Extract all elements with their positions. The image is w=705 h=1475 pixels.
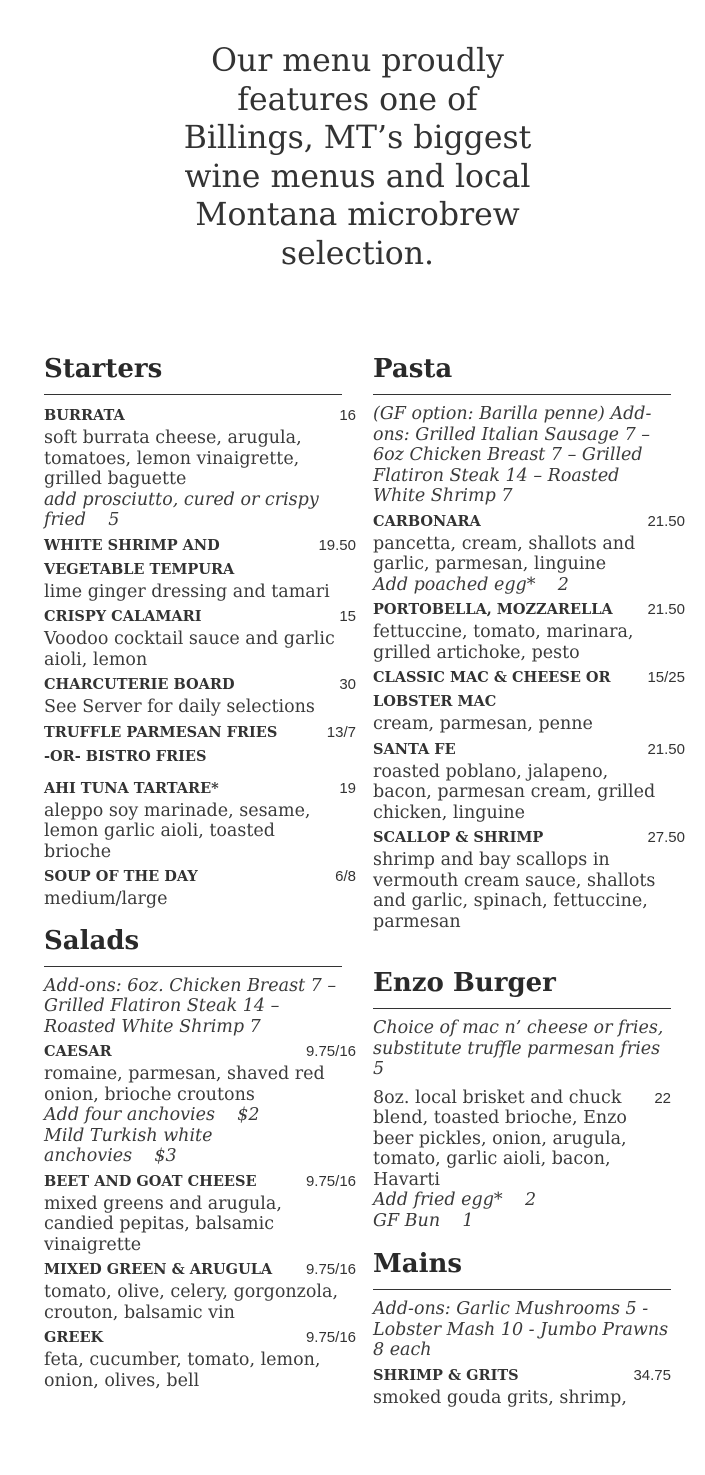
menu-item-caesar [44, 1040, 356, 1167]
item-addon: Add four anchovies $2 [44, 1105, 260, 1125]
item-name: WHITE SHRIMP AND VEGETABLE TEMPURA [44, 536, 235, 578]
item-description: See Server for daily selections [44, 697, 315, 717]
item-description: 8oz. local brisket and chuck blend, toasted brioche, Enzo beer pickles, onion, arugula, tomato, garlic aioli, bacon, Havarti [373, 1087, 627, 1190]
item-name: GREEK [44, 1329, 104, 1346]
pasta-title: Pasta [373, 352, 671, 395]
item-price: 34.75 [633, 1366, 671, 1384]
item-description: aleppo soy marinade, sesame, lemon garlic aioli, toasted brioche [44, 800, 311, 862]
item-price: 19.50 [318, 536, 356, 554]
item-description: feta, cucumber, tomato, lemon, onion, olives, bell [44, 1350, 321, 1391]
item-description: smoked gouda grits, shrimp, [373, 1387, 627, 1408]
item-name: BEET AND GOAT CHEESE [44, 1172, 257, 1190]
item-price: 22 [654, 1089, 671, 1107]
salads-section [44, 924, 356, 1392]
item-price: 9.75/16 [305, 1172, 356, 1190]
item-name: AHI TUNA TARTARE* [44, 779, 219, 797]
item-name: PORTOBELLA, MOZZARELLA [373, 601, 613, 618]
item-description: shrimp and bay scallops in vermouth cream sauce, shallots and garlic, spinach, fettuccine, parmesan [373, 850, 656, 932]
item-name: CRISPY CALAMARI [44, 608, 202, 625]
menu-item-tempura [44, 534, 356, 603]
menu-item-fries [44, 721, 356, 769]
menu-item-greek [44, 1326, 356, 1391]
item-price: 21.50 [647, 601, 685, 618]
item-description: romaine, parmesan, shaved red onion, brioche croutons [44, 1064, 325, 1105]
item-price: 15 [339, 608, 356, 625]
item-price: 15/25 [647, 669, 685, 686]
menu-item-burrata [44, 404, 356, 531]
menu-item-shrimp-grits [373, 1364, 671, 1409]
menu-item-carbonara [373, 510, 685, 596]
menu-item-charcuterie [44, 673, 356, 718]
item-description: lime ginger dressing and tamari [44, 581, 330, 602]
item-description: mixed greens and arugula, candied pepitas, balsamic vinaigrette [44, 1193, 282, 1255]
burger-item [373, 1088, 671, 1232]
item-addon: GF Bun 1 [373, 1210, 474, 1231]
item-price: 19 [339, 779, 356, 797]
item-description: pancetta, cream, shallots and garlic, parmesan, linguine [373, 533, 636, 574]
menu-item-soup [44, 865, 356, 910]
item-addon: add prosciutto, cured or crispy fried 5 [44, 489, 319, 530]
item-description: tomato, olive, celery, gorgonzola, crouton, balsamic vin [44, 1282, 339, 1323]
item-price: 27.50 [647, 829, 685, 846]
menu-item-tuna-tartare [44, 777, 356, 863]
salads-addons-note: Add-ons: 6oz. Chicken Breast 7 – Grilled Flatiron Steak 14 – Roasted White Shrimp 7 [44, 975, 337, 1037]
mains-section [373, 1247, 671, 1408]
item-price: 30 [339, 676, 356, 693]
menu-item-mac-cheese [373, 666, 685, 735]
pasta-addons-note: (GF option: Barilla penne) Add-ons: Grilled Italian Sausage 7 – 6oz Chicken Breast 7 – Grilled Flatiron Steak 14 – Roasted White Shrimp 7 [373, 404, 652, 506]
mains-addons-note: Add-ons: Garlic Mushrooms 5 - Lobster Mash 10 - Jumbo Prawns 8 each [373, 1299, 669, 1360]
item-description: soft burrata cheese, arugula, tomatoes, lemon vinaigrette, grilled baguette [44, 428, 302, 489]
menu-item-mixed-green [44, 1258, 356, 1323]
starters-title: Starters [44, 352, 342, 395]
menu-item-calamari [44, 605, 356, 670]
right-column [373, 352, 685, 1411]
menu-item-scallop-shrimp [373, 826, 685, 932]
item-description: cream, parmesan, penne [373, 714, 593, 734]
pasta-section [373, 352, 685, 932]
left-column [44, 352, 356, 1394]
item-description: fettuccine, tomato, marinara, grilled artichoke, pesto [373, 622, 634, 663]
burger-title: Enzo Burger [373, 966, 671, 1009]
item-addon: Mild Turkish white anchovies $3 [44, 1125, 213, 1166]
item-name: SCALLOP & SHRIMP [373, 829, 544, 846]
item-description: Voodoo cocktail sauce and garlic aioli, lemon [44, 629, 335, 670]
starters-section [44, 352, 356, 910]
item-price: 21.50 [647, 512, 685, 530]
item-price: 16 [339, 407, 356, 424]
burger-note: Choice of mac n’ cheese or fries, substitute truffle parmesan fries 5 [373, 1018, 664, 1079]
item-name: BURRATA [44, 407, 125, 424]
item-price: 9.75/16 [305, 1043, 356, 1060]
salads-title: Salads [44, 924, 342, 967]
item-name: CARBONARA [373, 512, 481, 530]
burger-section [373, 966, 671, 1231]
item-name: SOUP OF THE DAY [44, 868, 198, 885]
item-addon: Add poached egg* 2 [373, 574, 569, 595]
item-name: CAESAR [44, 1043, 112, 1060]
intro-text: Our menu proudly features one of Billings, MT’s biggest wine menus and local Montana microbrew selection. [183, 43, 532, 272]
menu-item-santa-fe [373, 738, 685, 824]
item-price: 6/8 [335, 868, 356, 885]
item-price: 21.50 [647, 740, 685, 758]
item-price: 9.75/16 [305, 1261, 356, 1278]
item-price: 9.75/16 [305, 1329, 356, 1346]
item-description: roasted poblano, jalapeno, bacon, parmesan cream, grilled chicken, linguine [373, 761, 656, 823]
item-name: SANTA FE [373, 740, 456, 758]
item-price: 13/7 [326, 723, 356, 741]
menu-item-beet-goat-cheese [44, 1170, 356, 1256]
item-addon: Add fried egg* 2 [373, 1190, 537, 1210]
item-name: CHARCUTERIE BOARD [44, 676, 235, 693]
item-name: SHRIMP & GRITS [373, 1366, 519, 1384]
mains-title: Mains [373, 1247, 671, 1290]
item-name: TRUFFLE PARMESAN FRIES -OR- BISTRO FRIES [44, 723, 278, 765]
item-description: medium/large [44, 889, 168, 909]
item-name: MIXED GREEN & ARUGULA [44, 1261, 273, 1278]
item-name: CLASSIC MAC & CHEESE OR LOBSTER MAC [373, 669, 611, 710]
menu-item-portobella [373, 598, 685, 663]
